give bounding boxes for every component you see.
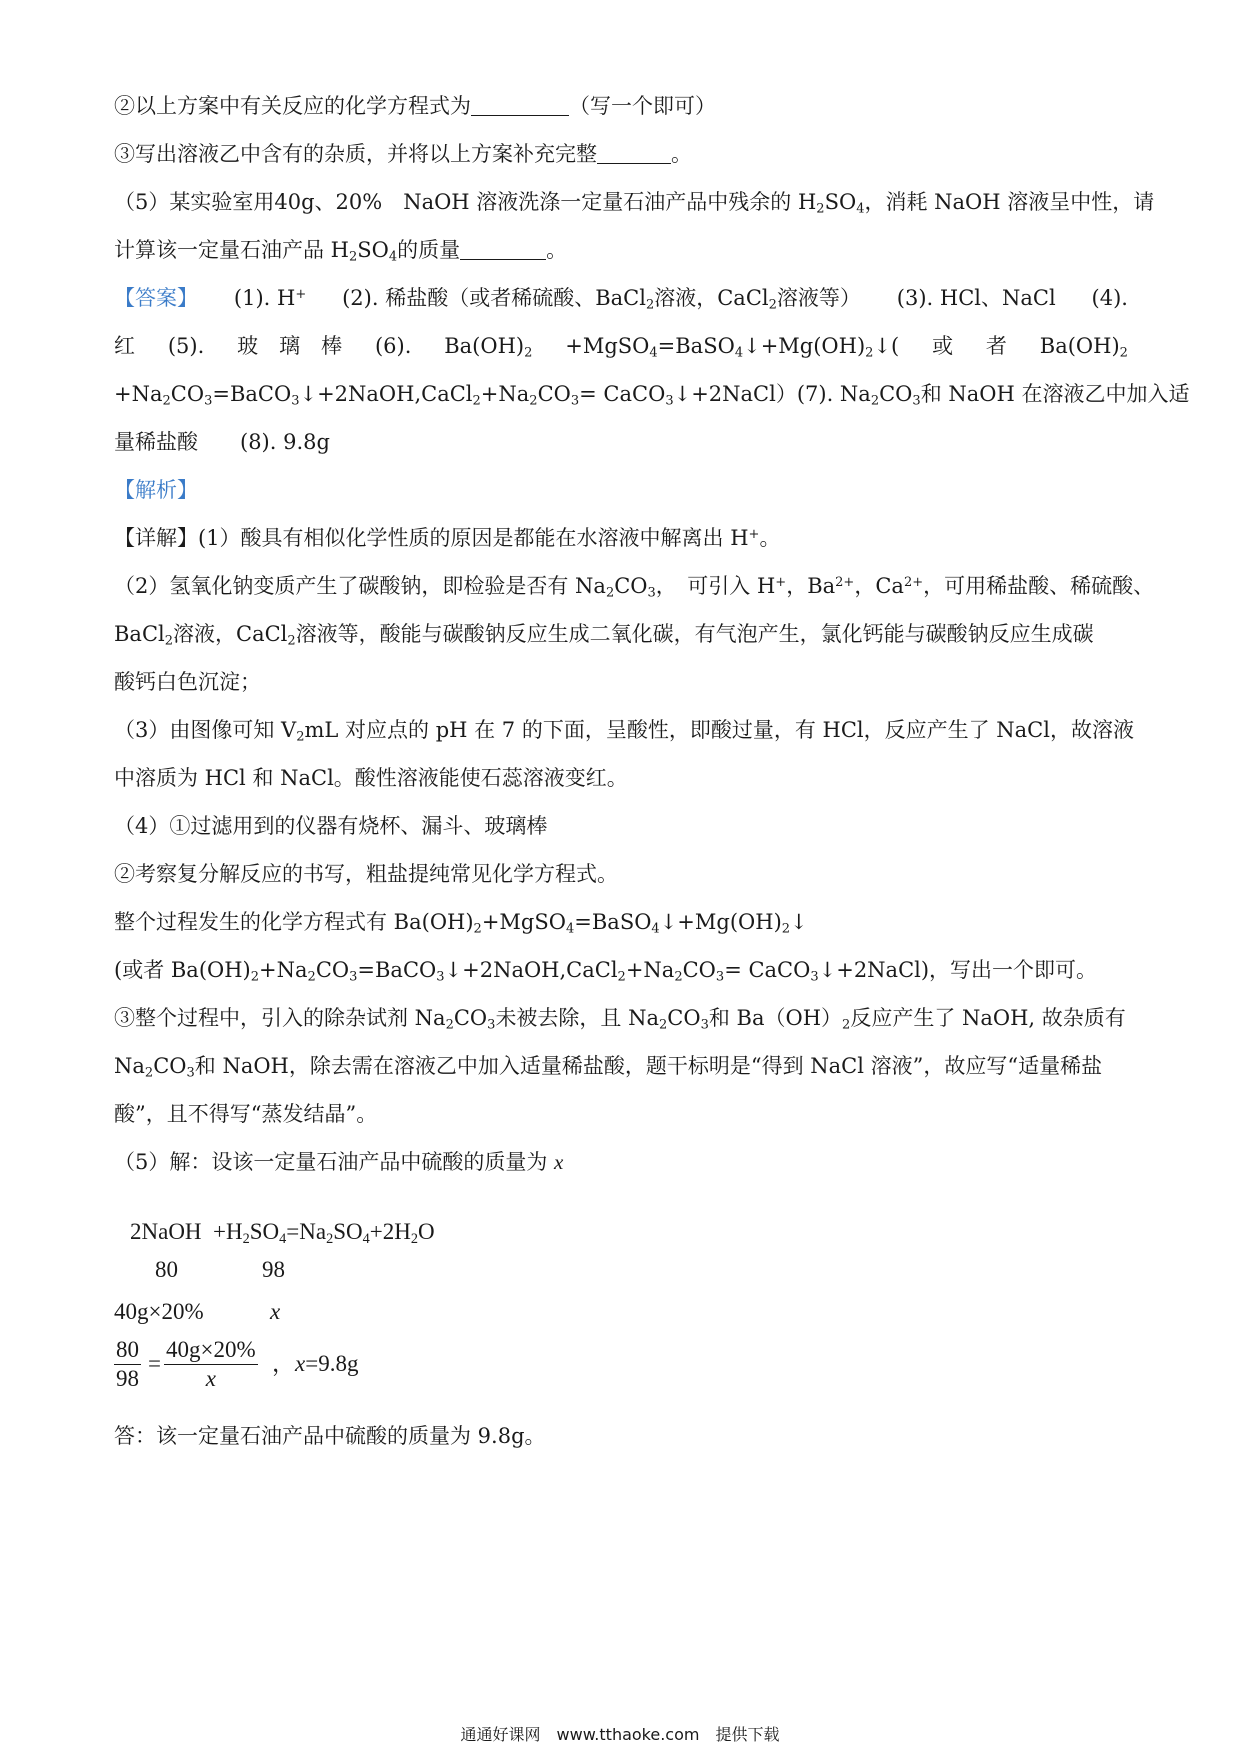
unknown-x: x bbox=[270, 1299, 281, 1324]
answer-5-value: 玻 璃 棒 bbox=[237, 334, 343, 358]
detail-2-line-2: BaCl$_2$溶液，CaCl$_2$溶液等，酸能与碳酸钠反应生成二氧化碳，有气泡产生，氯化钙能与碳酸钠反应生成碳 bbox=[114, 622, 1094, 649]
detail-4-line-2: ②考察复分解反应的书写，粗盐提纯常见化学方程式。 bbox=[114, 862, 618, 886]
answer-5: (5). bbox=[167, 334, 205, 358]
answer-line-1 bbox=[114, 283, 1128, 313]
detail-2-line-1: （2）氢氧化钠变质产生了碳酸钠，即检验是否有 $Na_2CO_3$， 可引入 H+，$Ba^{2+}$，$Ca^{2+}$，可用稀盐酸、稀硫酸、 bbox=[114, 574, 1155, 601]
detail-1: 【详解】(1）酸具有相似化学性质的原因是都能在水溶液中解离出 H+。 bbox=[114, 526, 781, 550]
footer-source: 通通好课网 www.tthaoke.com 提供下载 bbox=[460, 1725, 780, 1744]
answer-4: (4). bbox=[1091, 286, 1128, 310]
molar-mass-h2so4: 98 bbox=[262, 1257, 285, 1282]
detail-4-line-5: ③整个过程中，引入的除杂试剂 $Na_2CO_3$未被去除，且 $Na_2CO_3$和 $Ba(OH)_2$反应产生了 NaOH, 故杂质有 bbox=[114, 1006, 1126, 1033]
answer-line-4: 量稀盐酸 (8). 9.8g bbox=[114, 430, 330, 454]
result: ，x=9.8g bbox=[272, 1351, 359, 1376]
given-mass: 40g×20% bbox=[114, 1299, 204, 1324]
answer-blank bbox=[460, 241, 546, 260]
detail-4-line-7: 酸”，且不得写“蒸发结晶”。 bbox=[114, 1102, 378, 1126]
detail-4-line-1: （4）①过滤用到的仪器有烧杯、漏斗、玻璃棒 bbox=[114, 814, 548, 838]
answer-blank bbox=[471, 97, 569, 116]
detail-4-line-3: 整个过程发生的化学方程式有 $Ba(OH)_2+MgSO_4=BaSO_4↓+Mg(OH)_2↓$ bbox=[114, 910, 808, 937]
analysis-label: 【解析】 bbox=[114, 478, 198, 502]
detail-3-line-1: （3）由图像可知 $V_2mL$ 对应点的 pH 在 7 的下面，呈酸性，即酸过量，有 HCl，反应产生了 NaCl，故溶液 bbox=[114, 718, 1134, 745]
answer-2: (2). 稀盐酸（或者稀硫酸、BaCl$_2$溶液，CaCl$_2$溶液等） bbox=[342, 286, 861, 313]
equals-sign: = bbox=[148, 1351, 161, 1376]
chemical-equation: 2NaOH $+H_2SO_4=Na_2SO_4+2H_2O$ bbox=[130, 1219, 435, 1247]
answer-3: (3). HCl、NaCl bbox=[896, 286, 1056, 310]
detail-2-line-3: 酸钙白色沉淀； bbox=[114, 670, 261, 694]
answer-1: (1). H+ bbox=[233, 286, 307, 310]
question-4-3: ③写出溶液乙中含有的杂质，并将以上方案补充完整 。 bbox=[114, 142, 692, 166]
answer-7: (7). $Na_2CO_3$和 NaOH 在溶液乙中加入适 bbox=[796, 382, 1190, 409]
ratio-fraction-right: 40g×20% x bbox=[166, 1337, 256, 1391]
answer-label: 【答案】 bbox=[114, 286, 198, 310]
detail-4-line-6: $Na_2CO_3$和 NaOH，除去需在溶液乙中加入适量稀盐酸，题干标明是“得到 NaCl 溶液”，故应写“适量稀盐 bbox=[114, 1054, 1103, 1081]
answer-6: (6). bbox=[374, 334, 412, 358]
detail-4-line-4: (或者 $Ba(OH)_2+Na_2CO_3=BaCO_3↓+2NaOH,CaCl_2+Na_2CO_3=$ CaCO$_3$↓+2NaCl)，写出一个即可。 bbox=[114, 958, 1098, 985]
question-5-line-2: 计算该一定量石油产品 $H_2SO_4$的质量 。 bbox=[114, 238, 568, 265]
conclusion: 答：该一定量石油产品中硫酸的质量为 9.8g。 bbox=[114, 1424, 546, 1448]
answer-4-value: 红 bbox=[114, 334, 135, 358]
question-5-line-1: （5）某实验室用40g、20% NaOH 溶液洗涤一定量石油产品中残余的 $H_2SO_4$，消耗 NaOH 溶液呈中性，请 bbox=[114, 190, 1155, 217]
answer-blank bbox=[597, 145, 671, 164]
ratio-fraction-left: 80 98 bbox=[116, 1337, 139, 1391]
molar-mass-naoh: 80 bbox=[155, 1257, 178, 1282]
question-4-2: ②以上方案中有关反应的化学方程式为 （写一个即可） bbox=[114, 94, 716, 118]
detail-3-line-2: 中溶质为 HCl 和 NaCl。酸性溶液能使石蕊溶液变红。 bbox=[114, 766, 628, 790]
answer-8: (8). 9.8g bbox=[240, 430, 330, 454]
detail-5-line-1: （5）解：设该一定量石油产品中硫酸的质量为 x bbox=[114, 1150, 564, 1174]
answer-line-3: $+Na_2CO_3=BaCO_3↓+2NaOH,CaCl_2+Na_2CO_3=$ CaCO$_3$↓+2NaCl） (7). $Na_2CO_3$和 NaOH 在溶液乙中加入适 bbox=[114, 379, 1128, 409]
answer-line-2: 红 (5). 玻 璃 棒 (6). $Ba(OH)_2$ $+MgSO_4=BaSO_4↓+Mg(OH)_2↓$( 或 者 $Ba(OH)_2$ bbox=[114, 331, 1128, 361]
